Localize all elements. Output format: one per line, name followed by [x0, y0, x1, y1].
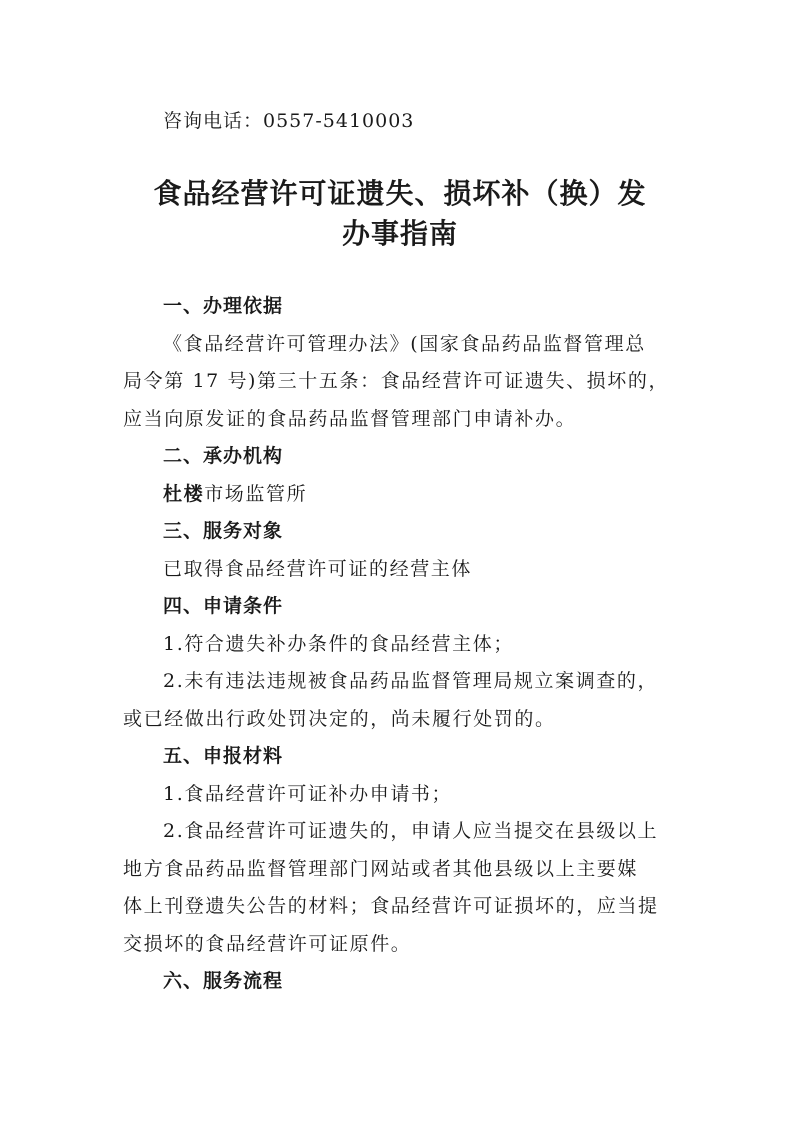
- paragraph-line: 2.未有违法违规被食品药品监督管理局规立案调查的，: [163, 670, 659, 692]
- document-title-line-1: 食品经营许可证遗失、损坏补（换）发: [153, 177, 647, 210]
- paragraph-line: 交损坏的食品经营许可证原件。: [123, 932, 412, 955]
- paragraph-line: 或已经做出行政处罚决定的，尚未履行处罚的。: [123, 707, 556, 730]
- agency-name-rest: 市场监管所: [204, 482, 308, 505]
- consultation-phone: 咨询电话：0557-5410003: [163, 110, 415, 132]
- paragraph-line: 1.符合遗失补办条件的食品经营主体；: [163, 632, 514, 655]
- document-body: [123, 288, 675, 1001]
- paragraph-line: 《食品经营许可管理办法》(国家食品药品监督管理总: [163, 332, 646, 355]
- agency-name-bold: 杜楼: [163, 482, 205, 505]
- section-heading-process: 六、服务流程: [163, 970, 284, 992]
- paragraph-line: 已取得食品经营许可证的经营主体: [163, 557, 473, 580]
- section-heading-conditions: 四、申请条件: [163, 595, 284, 617]
- paragraph-line: 局令第 17 号)第三十五条：食品经营许可证遗失、损坏的，: [123, 370, 670, 392]
- paragraph-line: 应当向原发证的食品药品监督管理部门申请补办。: [123, 407, 577, 430]
- paragraph-line: 地方食品药品监督管理部门网站或者其他县级以上主要媒: [123, 857, 639, 880]
- section-heading-materials: 五、申报材料: [163, 745, 284, 767]
- agency-name: [123, 476, 675, 514]
- document-title-line-2: 办事指南: [341, 217, 458, 250]
- paragraph-line: 1.食品经营许可证补办申请书；: [163, 782, 453, 805]
- paragraph-line: 体上刊登遗失公告的材料；食品经营许可证损坏的，应当提: [123, 895, 659, 917]
- paragraph-line: 2.食品经营许可证遗失的，申请人应当提交在县级以上: [163, 820, 659, 842]
- section-heading-basis: 一、办理依据: [163, 295, 284, 317]
- section-heading-target: 三、服务对象: [163, 520, 284, 542]
- section-heading-agency: 二、承办机构: [163, 445, 284, 467]
